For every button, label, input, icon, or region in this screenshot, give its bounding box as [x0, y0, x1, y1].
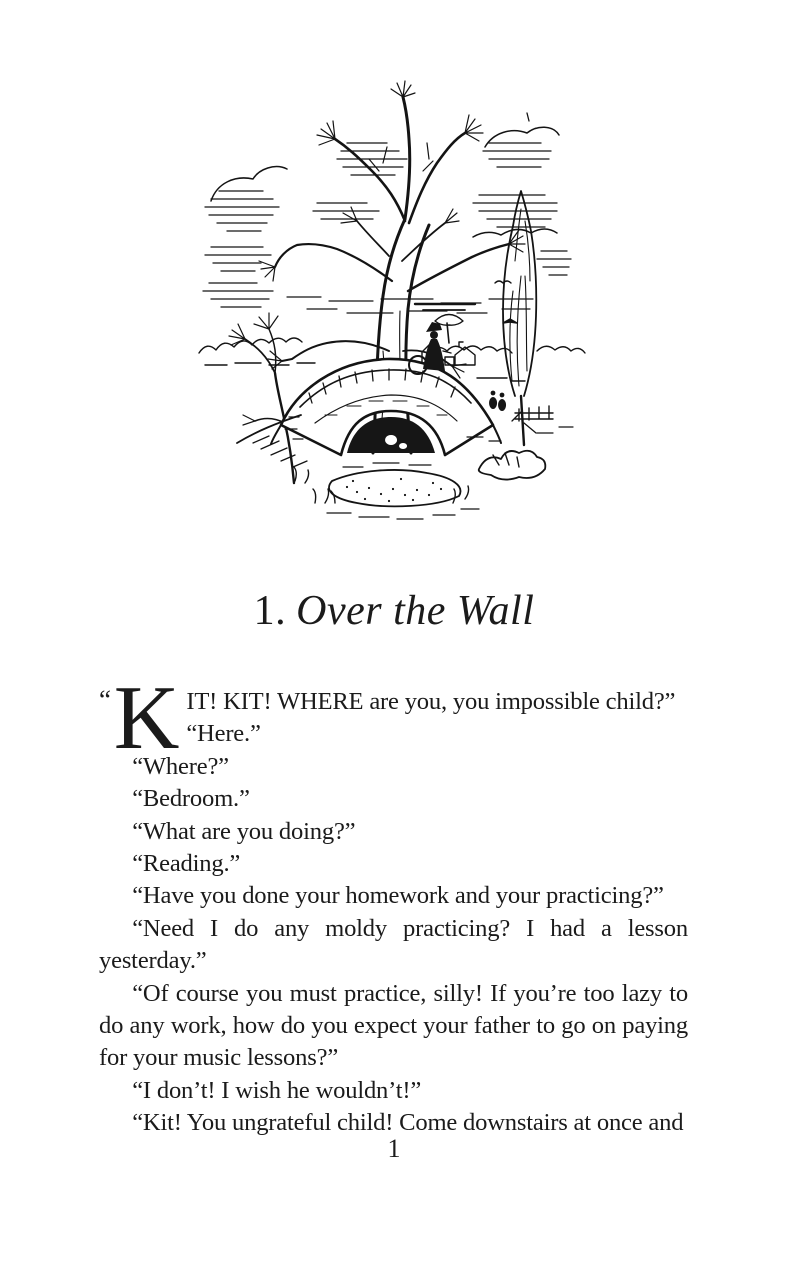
chapter-title [0, 588, 788, 634]
first-line-rest: are you, you impossible child?” [363, 688, 676, 715]
paragraph: “Kit! You ungrateful child! Come downstairs at once and [132, 1109, 684, 1137]
bird-marks [495, 281, 517, 323]
chapter-number: 1. [253, 588, 287, 634]
paragraph: “Of course you must practice, silly! If you’re too lazy to do any work, how do you expect your father to go on paying for your music lessons?” [99, 979, 688, 1072]
drop-cap-letter: K [113, 667, 180, 768]
paragraph: “Where?” [132, 752, 229, 780]
stone-bridge [271, 359, 501, 455]
left-bare-tree [229, 313, 294, 483]
paragraph: “Bedroom.” [132, 785, 250, 813]
paragraph: “What are you doing?” [132, 817, 356, 845]
woodcut-illustration [197, 50, 597, 524]
paragraph: “I don’t! I wish he wouldn’t!” [132, 1076, 422, 1104]
paragraph: “Have you done your homework and your practicing?” [132, 882, 664, 910]
paragraph: “Reading.” [132, 850, 241, 878]
paragraph-opening [99, 667, 688, 768]
first-line-caps: IT! KIT! WHERE [186, 688, 364, 715]
drop-cap-quote: “ [99, 685, 111, 715]
page-number: 1 [387, 1134, 401, 1163]
drop-cap [99, 667, 180, 768]
chapter-illustration [197, 50, 597, 524]
paragraph: “Here.” [186, 720, 261, 748]
body-text [99, 667, 688, 1140]
chapter-name: Over the Wall [296, 588, 535, 634]
paragraph: “Need I do any moldy practicing? I had a lesson yesterday.” [99, 914, 688, 975]
